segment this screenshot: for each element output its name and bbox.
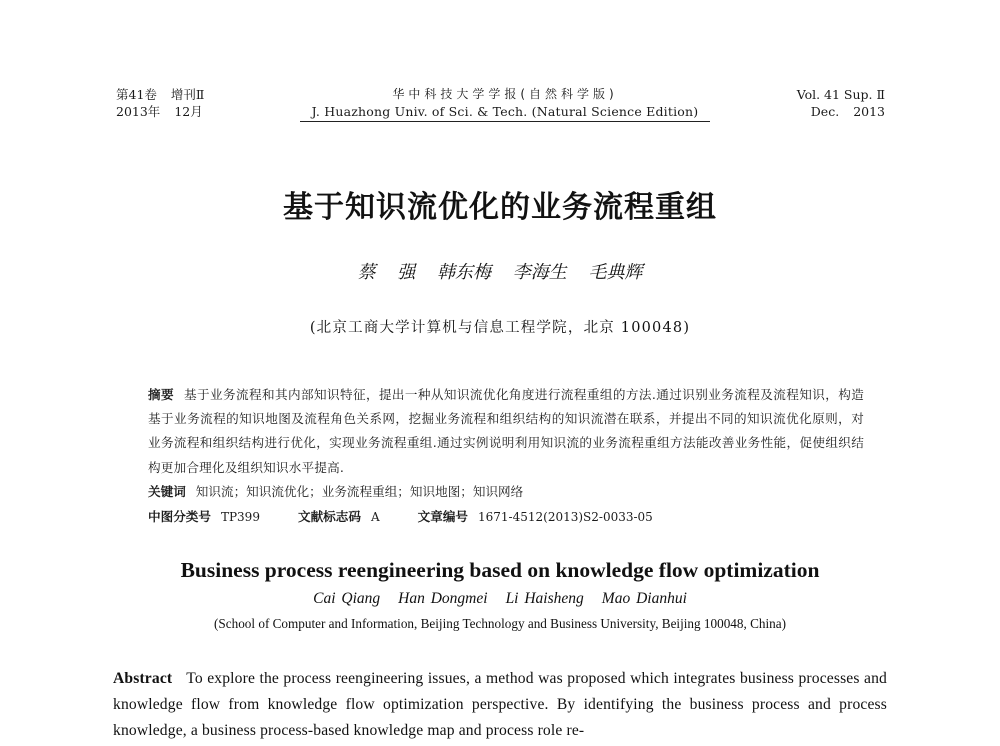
article-number-label: 文章编号	[417, 509, 468, 524]
authors-cn: 蔡 强 韩东梅 李海生 毛典辉	[357, 262, 643, 283]
volume-en: Vol. 41 Sup. Ⅱ	[796, 87, 885, 102]
issue-info-en	[775, 86, 885, 120]
journal-name	[300, 86, 710, 120]
affiliation-en: (School of Computer and Information, Beijing Technology and Business University, Beijing 100048, China)	[214, 616, 786, 631]
supplement-cn: 增刊Ⅱ	[170, 87, 205, 102]
class-number-label: 中图分类号	[148, 509, 211, 524]
journal-name-cn: 华中科技大学学报(自然科学版)	[392, 87, 618, 101]
month-cn: 12月	[174, 104, 203, 119]
affiliation-cn: (北京工商大学计算机与信息工程学院，北京 100048)	[309, 320, 691, 336]
keywords-label-cn: 关键词	[148, 484, 186, 499]
author-en: Han Dongmei	[398, 590, 488, 607]
keywords-cn	[148, 481, 523, 500]
page-title-en: Business process reengineering based on knowledge flow optimization	[180, 558, 820, 582]
journal-name-en: J. Huazhong Univ. of Sci. & Tech. (Natural Science Edition)	[311, 104, 699, 119]
classification-row	[148, 506, 653, 525]
abstract-text-en: To explore the process reengineering issues, a method was proposed which integrates business processes and knowledge flow from knowledge flow optimization perspective. By identifying the business process and process knowledge, a business process-based knowledge map and process role re-	[113, 670, 887, 739]
page-title-cn: 基于知识流优化的业务流程重组	[283, 190, 717, 225]
article-number-value: 1671-4512(2013)S2-0033-05	[478, 510, 653, 524]
author-en: Cai Qiang	[313, 590, 381, 607]
volume-cn: 第41卷	[116, 87, 157, 102]
author-en: Li Haisheng	[505, 590, 584, 607]
year-cn: 2013年	[116, 104, 161, 119]
journal-name-underline	[300, 121, 710, 122]
document-code-label: 文献标志码	[297, 509, 361, 524]
abstract-cn	[148, 383, 864, 480]
abstract-label-cn: 摘要	[148, 387, 174, 402]
keywords-text-cn: 知识流；知识流优化；业务流程重组；知识地图；知识网络	[195, 484, 524, 499]
abstract-en	[113, 666, 887, 744]
month-en: Dec.	[810, 104, 840, 119]
abstract-label-en: Abstract	[113, 670, 173, 687]
year-en: 2013	[853, 104, 885, 119]
document-code-value: A	[370, 510, 380, 524]
class-number-value: TP399	[220, 510, 260, 524]
authors-en	[0, 590, 1000, 608]
issue-info	[116, 86, 204, 120]
author-en: Mao Dianhui	[601, 590, 687, 607]
abstract-text-cn: 基于业务流程和其内部知识特征，提出一种从知识流优化角度进行流程重组的方法.通过识别业务流程及流程知识，构造基于业务流程的知识地图及流程角色关系网，挖掘业务流程和组织结构的知识流潜在联系，并提出不同的知识流优化原则，对业务流程和组织结构进行优化，实现业务流程重组.通过实例说明利用知识流的业务流程重组方法能改善业务性能，促使组织结构更加合理化及组织知识水平提高.	[148, 387, 864, 475]
